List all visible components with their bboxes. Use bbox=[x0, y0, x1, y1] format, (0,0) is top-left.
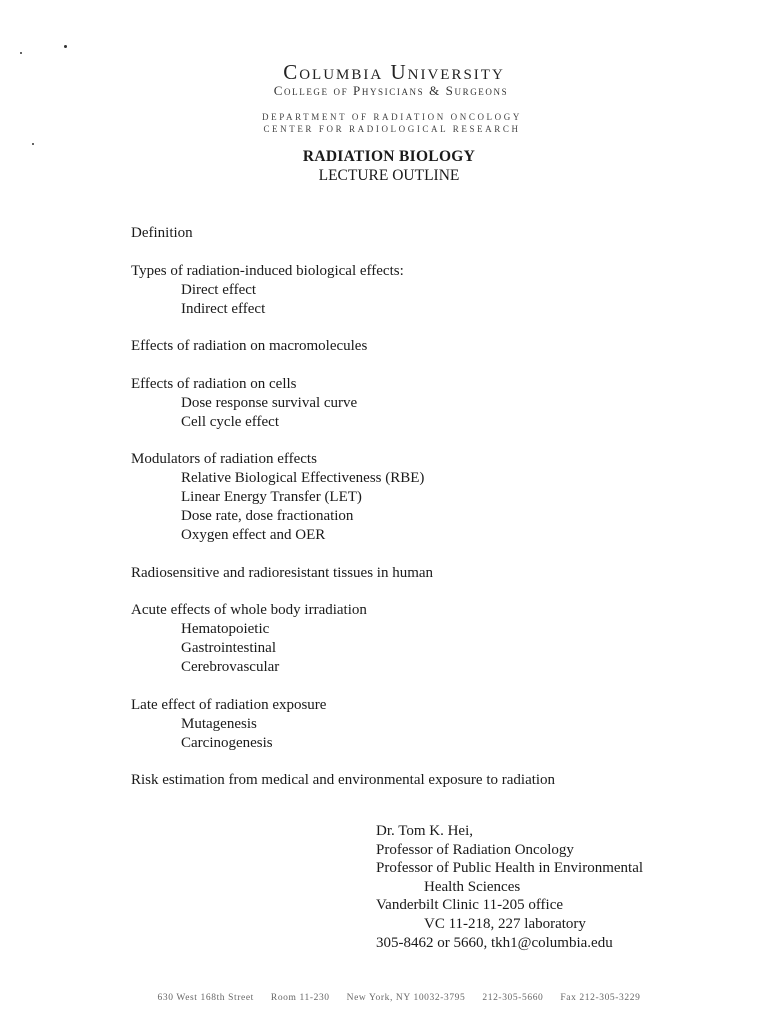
outline-section bbox=[131, 337, 691, 356]
office-location: Vanderbilt Clinic 11-205 office bbox=[376, 897, 564, 914]
outline-subitem: Dose response survival curve bbox=[181, 394, 358, 411]
outline-section bbox=[131, 375, 691, 432]
outline-subitem: Direct effect bbox=[181, 281, 257, 298]
footer-fax: Fax 212-305-3229 bbox=[560, 993, 641, 1003]
footer-room: Room 11-230 bbox=[270, 993, 330, 1003]
outline-section bbox=[131, 601, 691, 677]
scan-speck bbox=[32, 143, 34, 145]
outline-subitem: Gastrointestinal bbox=[181, 640, 276, 656]
outline-subitem: Cerebrovascular bbox=[181, 659, 280, 675]
outline-subitem: Carcinogenesis bbox=[181, 734, 273, 751]
outline-heading: Radiosensitive and radioresistant tissues in human bbox=[131, 564, 434, 581]
outline-section bbox=[131, 224, 691, 243]
contact-info: 305-8462 or 5660, tkh1@columbia.edu bbox=[376, 934, 613, 951]
lecture-outline bbox=[131, 224, 691, 809]
outline-heading: Late effect of radiation exposure bbox=[131, 696, 327, 713]
outline-subitem: Indirect effect bbox=[181, 300, 266, 317]
scan-speck bbox=[64, 45, 67, 48]
footer-address: 630 West 168th Street bbox=[157, 993, 254, 1003]
outline-heading: Modulators of radiation effects bbox=[131, 451, 317, 467]
author-title-2: Professor of Public Health in Environmental bbox=[376, 860, 644, 877]
signature-block bbox=[376, 822, 716, 952]
document-title bbox=[0, 148, 768, 185]
outline-heading: Types of radiation-induced biological effects: bbox=[131, 262, 404, 279]
university-name: Columbia University bbox=[283, 60, 505, 84]
footer-city: New York, NY 10032-3795 bbox=[346, 993, 466, 1003]
outline-subitem: Mutagenesis bbox=[181, 715, 257, 732]
outline-subitem: Dose rate, dose fractionation bbox=[181, 508, 354, 524]
author-title-2-cont: Health Sciences bbox=[424, 878, 521, 895]
outline-subitem: Cell cycle effect bbox=[181, 413, 279, 430]
title-main: RADIATION BIOLOGY bbox=[302, 148, 476, 165]
outline-section bbox=[131, 262, 691, 319]
outline-subitem: Relative Biological Effectiveness (RBE) bbox=[181, 470, 425, 486]
center-name: CENTER FOR RADIOLOGICAL RESEARCH bbox=[263, 124, 521, 134]
outline-heading: Definition bbox=[131, 225, 193, 241]
outline-heading: Acute effects of whole body irradiation bbox=[131, 602, 367, 618]
outline-section bbox=[131, 771, 691, 790]
outline-subitem: Linear Energy Transfer (LET) bbox=[181, 489, 362, 505]
author-name: Dr. Tom K. Hei, bbox=[376, 823, 474, 839]
department-name: DEPARTMENT OF RADIATION ONCOLOGY bbox=[262, 112, 522, 122]
letterhead-footer bbox=[0, 993, 768, 1003]
college-name: College of Physicians & Surgeons bbox=[273, 83, 509, 98]
lab-location: VC 11-218, 227 laboratory bbox=[424, 915, 586, 932]
letterhead bbox=[0, 60, 768, 135]
scan-speck bbox=[20, 52, 22, 54]
outline-heading: Effects of radiation on macromolecules bbox=[131, 338, 368, 354]
outline-section bbox=[131, 696, 691, 753]
outline-subitem: Oxygen effect and OER bbox=[181, 527, 326, 543]
outline-heading: Effects of radiation on cells bbox=[131, 375, 297, 392]
outline-section bbox=[131, 564, 691, 583]
outline-subitem: Hematopoietic bbox=[181, 621, 270, 637]
outline-heading: Risk estimation from medical and environmental exposure to radiation bbox=[131, 772, 556, 788]
outline-section bbox=[131, 450, 691, 545]
title-sub: LECTURE OUTLINE bbox=[318, 167, 460, 184]
footer-phone: 212-305-5660 bbox=[482, 993, 544, 1003]
author-title-1: Professor of Radiation Oncology bbox=[376, 841, 574, 858]
